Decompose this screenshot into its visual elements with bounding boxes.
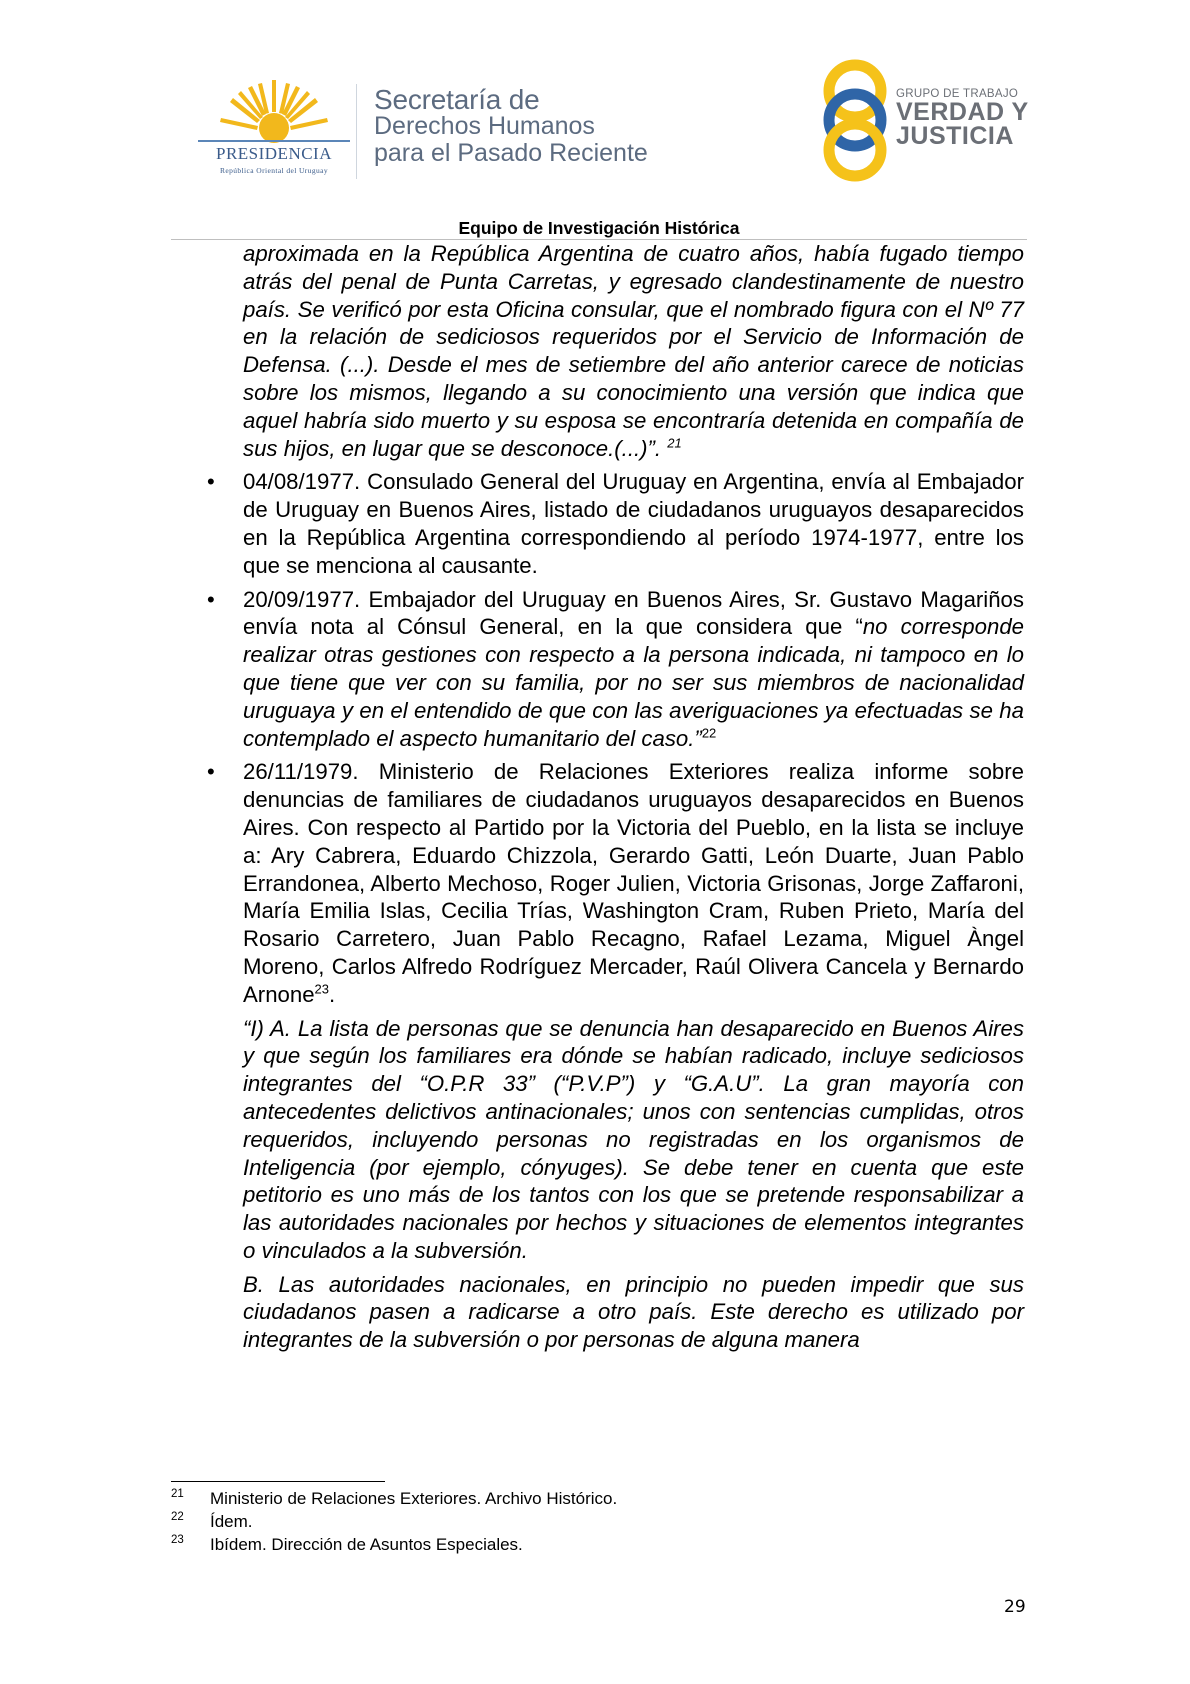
presidencia-wordmark: PRESIDENCIA [215,144,332,163]
header-divider [356,84,357,179]
quoted-paragraph-a: “I) A. La lista de personas que se denuncia han desaparecido en Buenos Aires y que según los familiares era dónde se habían radicado, incluye sediciosos integrantes del “O.P.R 33” (“P.V.P”) y “G.A.U”. La gran mayoría con antecedentes delictivos antinacionales; unos con sentencias cumplidas, otros requeridos, incluyendo personas no registradas en los organismos de Inteligencia (por ejemplo, cónyuges). Se debe tener en cuenta que este petitorio es uno más de los tantos con los que se pretende responsabilizar a las autoridades nacionales por hechos y situaciones de elementos integrantes o vinculados a la subversión. [243,1015,1024,1263]
sun-emblem-icon [198,78,350,148]
bullet-icon: • [207,469,215,495]
running-title: Equipo de Investigación Histórica [458,218,740,238]
list-item-text-plain: 20/09/1977. Embajador del Uruguay en Buenos Aires, Sr. Gustavo Magariños envía nota al Cónsul General, en la que considera que “ [243,586,1024,640]
footnote-text: Ministerio de Relaciones Exteriores. Archivo Histórico. [210,1489,618,1508]
footnote-text: Ídem. [210,1512,253,1531]
quote-continuation-text: aproximada en la República Argentina de cuatro años, había fugado tiempo atrás del penal de Punta Carretas, y egresado clandestinamente de nuestro país. Se verificó por esta Oficina consular, que el nombrado figura con el Nº 77 en la relación de sediciosos requeridos por el Servicio de Información de Defensa. (...). Desde el mes de setiembre del año anterior carece de noticias sobre los mismos, llegando a su conocimiento una versión que indica que aquel habría sido muerto y su esposa se encontraría detenida en compañía de sus hijos, en lugar que se desconoce.(...)”. [243,241,1024,461]
list-item-text [243,586,1024,753]
list-item-text-tail: . [329,981,336,1007]
bullet-icon: • [207,586,215,612]
footnote-number: 23 [171,1534,184,1546]
list-item [207,758,1024,1354]
presidencia-subtitle: República Oriental del Uruguay [219,166,328,175]
grupo-line-3: JUSTICIA [896,122,1014,150]
presidencia-logo [198,78,350,176]
footnote-number: 21 [171,1488,184,1500]
secretaria-line-1: Secretaría de [374,84,540,115]
page-header [0,0,1190,250]
list-item [207,468,1024,579]
list-item-text: 04/08/1977. Consulado General del Uruguay en Argentina, envía al Embajador de Uruguay en Buenos Aires, listado de ciudadanos uruguayos desaparecidos en la República Argentina correspondiendo al período 1974-1977, entre los que se menciona al causante. [243,469,1024,578]
footnote-text: Ibídem. Dirección de Asuntos Especiales. [210,1535,523,1554]
footnote [171,1533,1031,1556]
quote-continuation [243,240,1024,462]
linked-rings-icon [820,58,890,183]
footnote-ref-22: 22 [701,725,717,741]
list-item-text-quote: no corresponde realizar otras gestiones con respecto a la persona indicada, ni tampoco en lo que tiene que ver con su familia, por no ser sus miembros de nacionalidad uruguaya y en el entendido de que con las averiguaciones ya efectuadas se ha contemplado el aspecto humanitario del caso.” [243,614,1025,751]
grupo-title [896,100,1029,148]
secretaria-logo-text [374,86,648,167]
grupo-line-1: GRUPO DE TRABAJO [896,88,1019,100]
footnote-ref-23: 23 [314,981,330,997]
grupo-line-2: VERDAD Y [896,98,1029,126]
footnote-number: 22 [171,1511,184,1523]
list-item-text [243,758,1024,1008]
footnotes [171,1487,1031,1556]
main-text [207,240,1025,1354]
page-number: 29 [1004,1597,1026,1617]
bullet-icon: • [207,759,215,785]
footnote [171,1487,1031,1510]
secretaria-line-3: para el Pasado Reciente [374,139,648,167]
quoted-paragraph-b: B. Las autoridades nacionales, en principio no pueden impedir que sus ciudadanos pasen a radicarse a otro país. Este derecho es utilizado por integrantes de la subversión o por personas de alguna manera [243,1271,1024,1353]
footnote-separator [171,1481,385,1482]
footnote [171,1510,1031,1533]
list-item-text-plain: 26/11/1979. Ministerio de Relaciones Exteriores realiza informe sobre denuncias de familiares de ciudadanos uruguayos desaparecidos en Buenos Aires. Con respecto al Partido por la Victoria del Pueblo, en la lista se incluye a: Ary Cabrera, Eduardo Chizzola, Gerardo Gatti, León Duarte, Juan Pablo Errandonea, Alberto Mechoso, Roger Julien, Victoria Grisonas, Jorge Zaffaroni, María Emilia Islas, Cecilia Trías, Washington Cram, Ruben Prieto, María del Rosario Carretero, Juan Pablo Recagno, Rafael Lezama, Miguel Àngel Moreno, Carlos Alfredo Rodríguez Mercader, Raúl Olivera Cancela y Bernardo Arnone [243,759,1024,1007]
list-item [207,586,1025,753]
verdad-justicia-logo [820,58,1040,183]
secretaria-line-2: Derechos Humanos [374,112,595,140]
footnote-ref-21: 21 [667,435,682,451]
